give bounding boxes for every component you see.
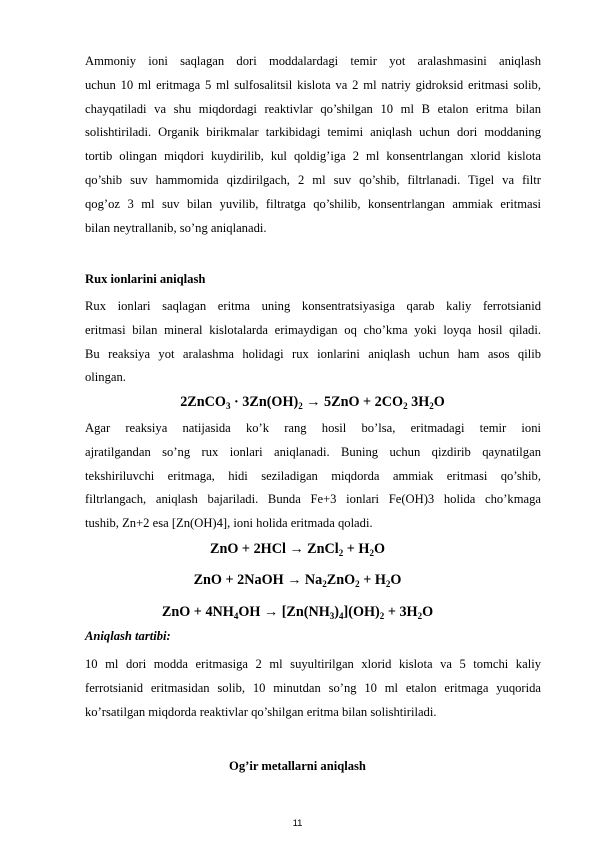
eq-subscript: 4 — [233, 611, 239, 621]
eq-term: [Zn(NH — [281, 604, 330, 620]
eq-subscript: 2 — [355, 579, 360, 589]
eq-subscript: 2 — [429, 401, 434, 411]
paragraph-rux-procedure — [85, 417, 541, 536]
paragraph-tartibi — [85, 653, 541, 724]
eq-term: + H — [343, 541, 370, 557]
text-line: 10 ml dori modda eritmasiga 2 ml suyultirilgan xlorid kislota va 5 tomchi kaliy — [85, 657, 541, 671]
eq-subscript: 2 — [322, 579, 327, 589]
eq-subscript: 2 — [403, 401, 408, 411]
text-line: qog’oz 3 ml suv bilan yuvilib, filtratga qo’shilib, konsentrlangan ammiak eritmasi — [85, 196, 541, 211]
text-line: tekshiriluvchi eritmaga, hidi seziladigan miqdorda ammiak eritmasi qo’shib, — [85, 468, 541, 483]
text-line: Agar reaksiya natijasida ko’k rang hosil bo’lsa, eritmadagi temir ioni — [85, 421, 541, 435]
eq-term: + 3H — [384, 604, 418, 620]
eq-term: O — [433, 394, 445, 410]
eq-subscript: 2 — [379, 611, 385, 621]
eq-term: ZnCl — [307, 541, 339, 557]
eq-term: O — [422, 604, 434, 620]
text-line: bilan neytrallanib, so’ng aniqlanadi. — [85, 220, 267, 235]
section-heading-ogir-metallar: Og’ir metallarni aniqlash — [229, 759, 366, 773]
reaction-arrow: → — [283, 572, 305, 588]
subheading-aniqlash-tartibi: Aniqlash tartibi: — [85, 629, 171, 643]
eq-term: O — [390, 572, 402, 588]
text-line: Ammoniy ioni saqlagan dori moddalardagi temir yot aralashmasini aniqlash — [85, 54, 541, 68]
text-line: ferrotsianid eritmasidan solib, 10 minutdan so’ng 10 ml etalon eritmaga yuqorida — [85, 680, 541, 695]
eq-subscript: 2 — [338, 548, 344, 558]
text-line: Bu reaksiya yot aralashma holidagi rux ionlarini aniqlash uchun ham asos qilib — [85, 346, 541, 361]
eq-term: O — [373, 541, 385, 557]
text-line: ko’rsatilgan miqdorda reaktivlar qo’shilgan eritma bilan solishtiriladi. — [85, 704, 437, 719]
eq-term: ) — [334, 604, 340, 620]
text-line: Rux ionlari saqlagan eritma uning konsentratsiyasiga qarab kaliy ferrotsianid — [85, 299, 541, 313]
eq-term: ZnO + 4NH — [161, 604, 234, 620]
eq-subscript: 2 — [417, 611, 423, 621]
text-line: solishtiriladi. Organik birikmalar tarkibidagi temimi aniqlash uchun dori moddaning — [85, 125, 541, 140]
text-line: filtrlangach, aniqlash bajariladi. Bunda Fe+3 ionlari Fe(OH)3 holida cho’kmaga — [85, 492, 541, 507]
eq-term: · 3Zn(OH) — [230, 394, 299, 410]
reaction-arrow: → — [285, 541, 308, 557]
text-line: tushib, Zn+2 esa [Zn(OH)4], ioni holida eritmada qoladi. — [85, 516, 373, 531]
eq-subscript: 3 — [329, 611, 335, 621]
paragraph-rux-intro — [85, 295, 541, 390]
text-line: tortib olingan miqdori kuydirilib, kul qoldig’iga 2 ml konsentrlangan xlorid kislota — [85, 149, 541, 164]
text-line: olingan. — [85, 370, 126, 385]
text-line: qo’shib suv hammomida qizdirilgach, 2 ml suv qo’shib, filtrlanadi. Tigel va filtr — [85, 172, 541, 187]
eq-term: ZnO — [326, 572, 356, 588]
eq-term: + H — [359, 572, 386, 588]
section-heading-rux: Rux ionlarini aniqlash — [85, 272, 206, 286]
page-number: 11 — [292, 818, 303, 829]
text-line: ajratilgandan so’ng rux ionlari aniqlanadi. Buning uchun qizdirib qaynatilgan — [85, 444, 541, 459]
reaction-arrow: → — [302, 394, 325, 410]
equation-zno-naoh — [0, 572, 595, 589]
eq-term: Na — [304, 572, 323, 588]
text-line: chayqatiladi va shu miqdordagi reaktivlar qo’shilgan 10 ml B etalon eritma bilan — [85, 101, 541, 116]
eq-subscript: 4 — [339, 611, 344, 621]
eq-subscript: 3 — [225, 401, 231, 411]
eq-subscript: 2 — [298, 401, 303, 411]
eq-term: ](OH) — [343, 604, 380, 620]
eq-subscript: 2 — [385, 579, 391, 589]
eq-term: OH — [238, 604, 261, 620]
eq-term: ZnO + 2NaOH — [193, 572, 284, 588]
eq-term: 5ZnO + 2CO — [324, 394, 404, 410]
eq-subscript: 2 — [369, 548, 374, 558]
equation-zno-hcl — [0, 541, 595, 558]
reaction-arrow: → — [260, 604, 282, 620]
eq-term: ZnO + 2HCl — [210, 541, 286, 557]
eq-term: 2ZnCO — [180, 394, 226, 410]
text-line: uchun 10 ml eritmaga 5 ml sulfosalitsil kislota va 2 ml natriy gidroksid eritmasi solib, — [85, 77, 541, 92]
eq-term: 3H — [407, 394, 430, 410]
equation-zinc-carbonate — [0, 394, 595, 411]
paragraph-iron-impurity — [85, 50, 541, 240]
text-line: eritmasi bilan mineral kislotalarda erimaydigan oq cho’kma yoki loyqa hosil qiladi. — [85, 322, 541, 337]
equation-zno-ammonia — [0, 604, 595, 621]
